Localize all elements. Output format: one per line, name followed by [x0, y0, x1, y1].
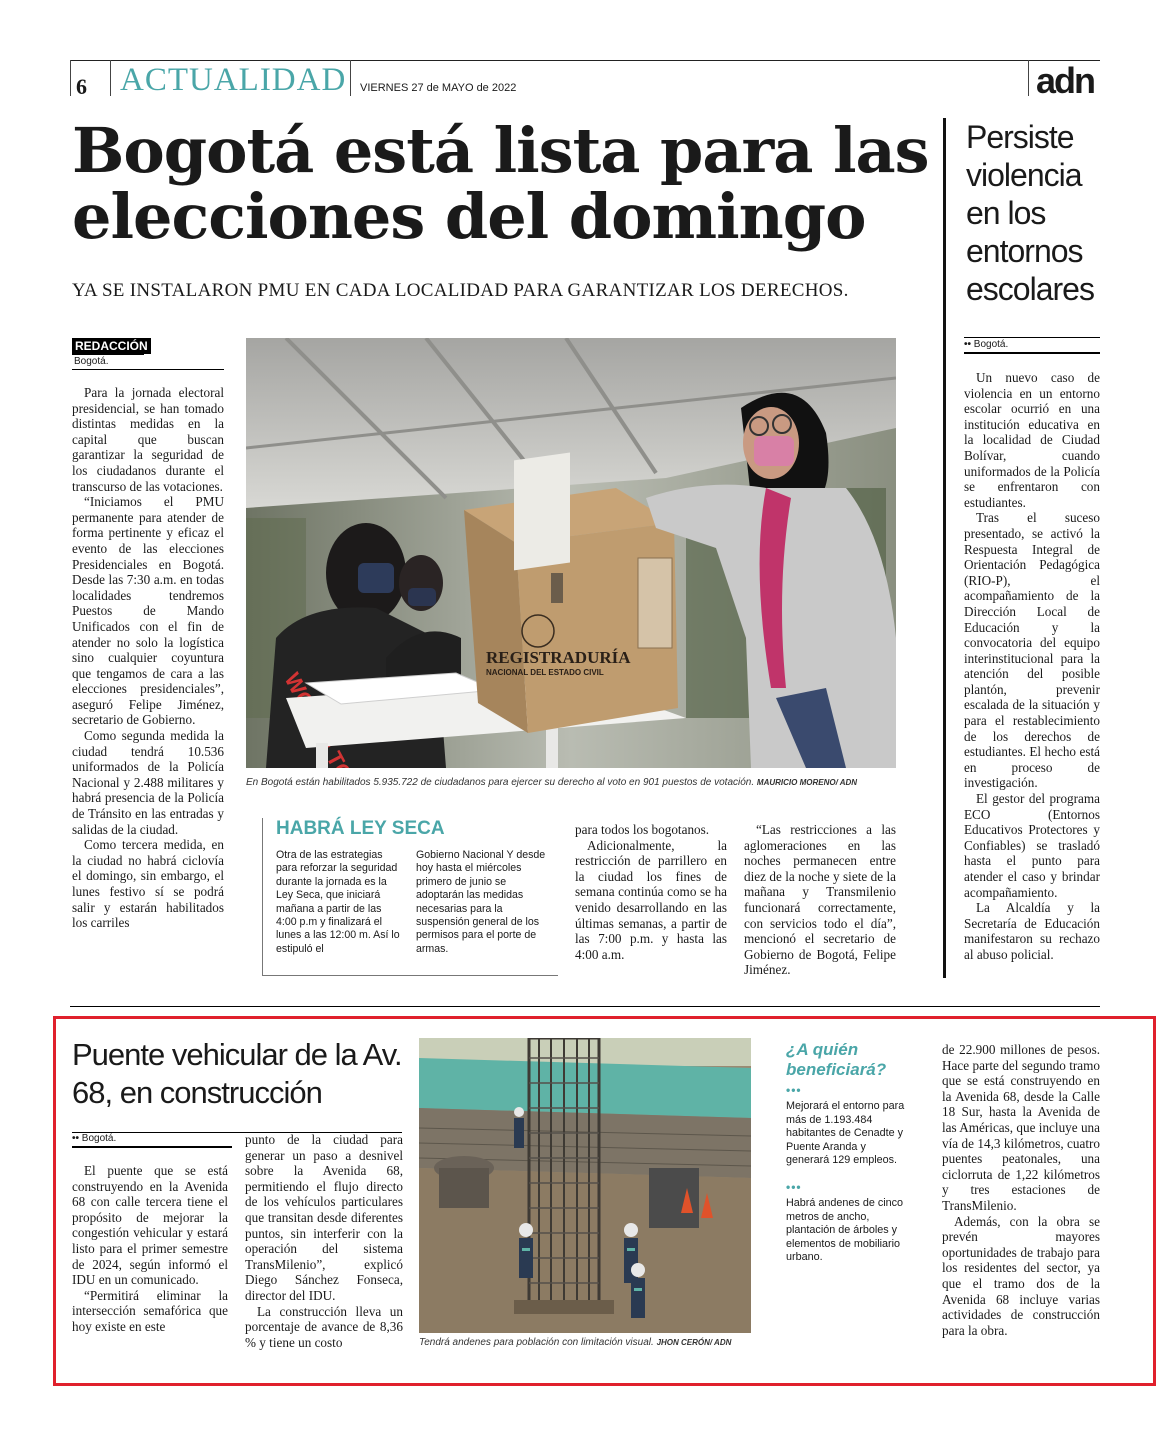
beneficiary-title: ¿A quién beneficiará? — [786, 1040, 887, 1079]
bullet-dots: ••• — [786, 1180, 802, 1194]
main-column-3 — [575, 822, 727, 962]
bottom-headline: Puente vehicular de la Av. 68, en construcción — [72, 1037, 402, 1110]
caption-text: Tendrá andenes para población con limitación visual. — [419, 1337, 654, 1348]
election-photo-illustration — [246, 338, 896, 768]
sidebar-city: Bogotá. — [973, 339, 1009, 350]
box-sublabel: NACIONAL DEL ESTADO CIVIL — [486, 668, 604, 677]
issue-date: VIERNES 27 de MAYO de 2022 — [360, 82, 517, 94]
section-title: ACTUALIDAD — [120, 62, 347, 98]
main-column-1 — [72, 385, 224, 931]
main-subhead: YA SE INSTALARON PMU EN CADA LOCALIDAD PARA GARANTIZAR LOS DERECHOS. — [72, 280, 849, 301]
main-headline: Bogotá está lista para las elecciones del domingo — [72, 114, 929, 253]
photo-credit: MAURICIO MORENO/ ADN — [756, 778, 858, 787]
header-divider — [1028, 60, 1029, 96]
paragraph: Para la jornada electoral presidencial, se han tomado distintas medidas en la capital que buscan garantizar la seguridad de los ciudadanos durante el transcurso de las votaciones. — [72, 385, 224, 494]
paragraph: La construcción lleva un porcentaje de avance de 8,36 % y tiene un costo — [245, 1303, 403, 1350]
paragraph: La Alcaldía y la Secretaría de Educación manifestaron su rechazo al abuso policial. — [964, 900, 1100, 962]
sidebar-title: Persiste violencia en los entornos escolares — [966, 119, 1094, 307]
paragraph: Adicionalmente, la restricción de parrillero en la ciudad los fines de semana continúa como se ha venido desarrollando en las últimas semanas, a partir de las 7:00 p.m. y hasta las 4:00 a.m. — [575, 837, 727, 962]
box-border — [262, 975, 558, 976]
paragraph: para todos los bogotanos. — [575, 822, 710, 837]
caption-text: En Bogotá están habilitados 5.935.722 de ciudadanos para ejercer su derecho al voto en 901 puestos de votación. — [246, 777, 755, 788]
bottom-rule — [72, 1146, 232, 1148]
paragraph: “Permitirá eliminar la intersección semafórica que hoy existe en este — [72, 1287, 228, 1334]
photo-credit: JHON CERÓN/ ADN — [656, 1338, 732, 1347]
sidebar-divider — [943, 118, 946, 978]
ley-seca-col-1 — [276, 849, 404, 956]
header-rule — [70, 60, 1100, 61]
logo-text: adn — [1036, 60, 1095, 101]
sidebar-body — [964, 370, 1100, 963]
election-photo — [246, 338, 896, 768]
header-divider — [110, 60, 111, 96]
bottom-city: Bogotá. — [81, 1133, 117, 1144]
ley-seca-col-2 — [416, 849, 548, 956]
beneficiary-item-1: Mejorará el entorno para más de 1.193.484 habitantes de Cenadte y Puente Aranda y generará 129 empleos. — [786, 1100, 905, 1167]
bottom-column-4 — [942, 1042, 1100, 1338]
paragraph: punto de la ciudad para generar un paso a desnivel sobre la Avenida 68, permitiendo el flujo directo de los vehículos particulares que transitan desde diferentes puntos, sin interferir con la operación del sistema TransMilenio”, explicó Diego Sánchez Fonseca, director del IDU. — [245, 1132, 403, 1303]
paragraph: Como segunda medida la ciudad tendrá 10.536 uniformados de la Policía Nacional y 2.488 militares y habrá presencia de la Policía de Tránsito en las entradas y salidas de la ciudad. — [72, 728, 224, 837]
bottom-dateline: •• Bogotá. — [72, 1133, 117, 1144]
paragraph: Gobierno Nacional Y desde hoy hasta el miércoles primero de junio se adoptarán las medidas necesarias para la suspensión general de los permisos para el porte de armas. — [416, 849, 546, 955]
construction-photo-illustration — [419, 1038, 751, 1333]
paragraph: de 22.900 millones de pesos. Hace parte del segundo tramo que se está construyendo en la Avenida 68, desde la Calle 18 Sur, hasta la Avenida de las Américas, que incluye una vía de 14,3 kilómetros, cuatro puentes peatonales, una ciclorruta de 1,22 kilómetros y tres estaciones de TransMilenio. — [942, 1042, 1100, 1213]
beneficiary-item-2: Habrá andenes de cinco metros de ancho, plantación de árboles y elementos de mobiliario urbano. — [786, 1197, 904, 1264]
header-divider — [70, 60, 71, 96]
paragraph: El puente que se está construyendo en la Avenida 68 con calle tercera tiene el propósito de mejorar la congestión vehicular y estará listo para el primer semestre de 2024, según informó el IDU en un comunicado. — [72, 1163, 228, 1288]
paragraph: Como tercera medida, en la ciudad no habrá ciclovía el domingo, sin embargo, el lunes festivo sí se podrá salir y estarán habilitados los carriles — [72, 837, 224, 931]
box-label: REGISTRADURÍA — [486, 648, 631, 667]
paragraph: Otra de las estrategias para reforzar la seguridad durante la jornada es la Ley Seca, que iniciará mañana a partir de las 4:00 p.m y finalizará el lunes a las 12:00 m. Así lo estipuló el — [276, 849, 400, 955]
bottom-column-2 — [245, 1132, 403, 1350]
main-column-4 — [744, 822, 896, 978]
paragraph: “Iniciamos el PMU permanente para atender de forma pertinente y eficaz el evento de las elecciones Presidenciales en Bogotá. Desde las 7:30 a.m. en todas localidades tendremos Puestos de Mando Unificados con el fin de atender no solo la logística sino cualquier coyuntura que tengamos de cara a las elecciones presidenciales”, aseguró Felipe Jiménez, secretario de Gobierno. — [72, 494, 224, 728]
paragraph: Además, con la obra se prevén mayores oportunidades de trabajo para los residentes del sector, ya que el tramo dos de la Avenida 68 incluye varias actividades de construcción para la obra. — [942, 1213, 1100, 1338]
paragraph: El gestor del programa ECO (Entornos Educativos Protectores y Confiables) se trasladó hasta el punto para atender el caso y brindar acompañamiento. — [964, 791, 1100, 900]
sidebar-dateline: •• Bogotá. — [964, 339, 1009, 350]
box-border — [262, 818, 263, 975]
paragraph: Un nuevo caso de violencia en un entorno escolar ocurrió en una institución educativa en la localidad de Ciudad Bolívar, cuando uniformados de la Policía se enfrentaron con estudiantes. — [964, 370, 1100, 510]
header-divider — [350, 60, 351, 96]
ley-seca-title: HABRÁ LEY SECA — [276, 818, 445, 839]
dateline-rule — [72, 369, 224, 370]
sidebar-rule — [964, 352, 1100, 354]
bullet-dots: ••• — [786, 1083, 802, 1097]
paragraph: “Las restricciones a las aglomeraciones en las noches permanecen entre diez de la noche y siete de la mañana y Transmilenio funcionará correctamente, con servicios todo el día”, mencionó el secretario de Gobierno de Bogotá, Felipe Jiménez. — [744, 822, 896, 978]
photo-caption — [246, 777, 896, 788]
construction-photo — [419, 1038, 751, 1333]
paragraph: Tras el suceso presentado, se activó la Respuesta Integral de Orientación Pedagógica (RIO-P), el acompañamiento de la Dirección Local de Educación y la convocatoria del equipo interinstitucional para la atención del posible plantón, prevenir escalada de la situación y para el restablecimiento de los derechos de estudiantes. El hecho está en proceso de investigación. — [964, 510, 1100, 791]
byline: REDACCIÓN — [72, 338, 151, 354]
adn-logo — [1036, 60, 1094, 102]
page-number: 6 — [76, 74, 87, 99]
sidebar-rule — [964, 337, 1100, 338]
story-divider — [70, 1006, 1100, 1007]
byline-rule — [72, 354, 144, 355]
dateline-city: Bogotá. — [74, 356, 109, 367]
bottom-photo-caption — [419, 1337, 759, 1348]
bottom-column-1 — [72, 1163, 228, 1335]
